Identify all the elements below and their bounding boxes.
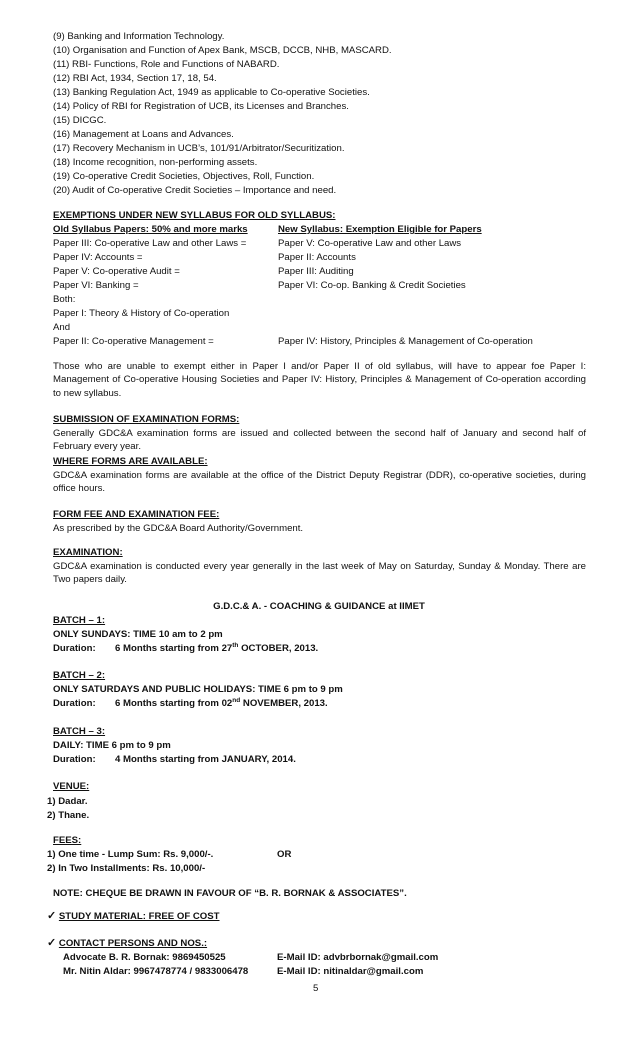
venue-heading: VENUE:: [53, 781, 90, 792]
contact-person: Mr. Nitin Aldar: 9967478774 / 9833006478: [63, 966, 249, 977]
list-item: 1) One time - Lump Sum: Rs. 9,000/-.: [47, 849, 214, 860]
table-row-new: Paper III: Auditing: [278, 266, 354, 277]
fee-text: As prescribed by the GDC&A Board Authority/Government.: [53, 523, 304, 534]
fees-heading: FEES:: [53, 835, 82, 846]
list-item: (15) DICGC.: [53, 115, 107, 126]
list-item: (16) Management at Loans and Advances.: [53, 129, 234, 140]
batch-schedule: DAILY: TIME 6 pm to 9 pm: [53, 740, 171, 751]
contact-email: E-Mail ID: nitinaldar@gmail.com: [277, 966, 424, 977]
study-material-text: STUDY MATERIAL: FREE OF COST: [58, 911, 220, 922]
list-item: (11) RBI- Functions, Role and Functions of NABARD.: [53, 59, 280, 70]
duration-label: Duration:: [53, 754, 96, 765]
coaching-title: G.D.C.& A. - COACHING & GUIDANCE at IIMET: [213, 601, 425, 612]
list-item: (19) Co-operative Credit Societies, Objectives, Roll, Function.: [53, 171, 315, 182]
list-item: (18) Income recognition, non-performing assets.: [53, 157, 258, 168]
submission-text: Generally GDC&A examination forms are issued and collected between the second half of January and second half of February every year.: [53, 428, 586, 453]
where-heading: WHERE FORMS ARE AVAILABLE:: [53, 456, 208, 467]
batch-duration: Duration: 6 Months starting from 27th OCTOBER, 2013.: [53, 641, 319, 654]
examination-text: GDC&A examination is conducted every year generally in the last week of May on Saturday, Sunday & Monday. There are Two papers daily.: [53, 561, 586, 586]
batch-schedule: ONLY SUNDAYS: TIME 10 am to 2 pm: [53, 629, 223, 640]
check-icon: ✓: [47, 937, 57, 949]
study-material: [47, 910, 220, 923]
contact-person: Advocate B. R. Bornak: 9869450525: [63, 952, 226, 963]
table-row-old: Paper I: Theory & History of Co-operation: [53, 308, 230, 319]
list-item: 1) Dadar.: [47, 796, 88, 807]
table-row-new: Paper II: Accounts: [278, 252, 356, 263]
list-item: (20) Audit of Co-operative Credit Societies – Importance and need.: [53, 185, 337, 196]
batch-heading: BATCH – 2:: [53, 670, 106, 681]
table-row-new: Paper IV: History, Principles & Management of Co-operation: [278, 336, 533, 347]
batch-duration: Duration: 6 Months starting from 02nd NOVEMBER, 2013.: [53, 696, 328, 709]
contacts-heading-row: [47, 937, 207, 950]
table-row-old: Paper II: Co-operative Management =: [53, 336, 214, 347]
submission-heading: SUBMISSION OF EXAMINATION FORMS:: [53, 414, 240, 425]
or-label: OR: [277, 849, 292, 860]
table-row-old: Paper III: Co-operative Law and other Laws =: [53, 238, 247, 249]
table-row-old: Paper VI: Banking =: [53, 280, 139, 291]
page-number: 5: [313, 983, 319, 994]
where-text: GDC&A examination forms are available at the office of the District Deputy Registrar (DDR), co-operative societies, during office hours.: [53, 470, 586, 495]
batch-duration: Duration: 4 Months starting from JANUARY, 2014.: [53, 754, 296, 765]
list-item: 2) In Two Installments: Rs. 10,000/-: [47, 863, 206, 874]
examination-heading: EXAMINATION:: [53, 547, 123, 558]
list-item: (17) Recovery Mechanism in UCB’s, 101/91/Arbitrator/Securitization.: [53, 143, 345, 154]
table-row-new: Paper VI: Co-op. Banking & Credit Societies: [278, 280, 466, 291]
table-row-old: Paper V: Co-operative Audit =: [53, 266, 180, 277]
fee-heading: FORM FEE AND EXAMINATION FEE:: [53, 509, 220, 520]
exemption-note: Those who are unable to exempt either in Paper I and/or Paper II of old syllabus, will have to appear foe Paper I: Management of Co-operative Housing Societies and Paper IV: History, Principles & Management of Co-operation according to new syllabus.: [53, 361, 586, 399]
duration-label: Duration:: [53, 643, 96, 654]
list-item: 2) Thane.: [47, 810, 90, 821]
new-syllabus-header: New Syllabus: Exemption Eligible for Papers: [278, 224, 482, 235]
table-row-old: Paper IV: Accounts =: [53, 252, 143, 263]
old-syllabus-header: Old Syllabus Papers: 50% and more marks: [53, 224, 248, 235]
list-item: (10) Organisation and Function of Apex Bank, MSCB, DCCB, NHB, MASCARD.: [53, 45, 392, 56]
list-item: (12) RBI Act, 1934, Section 17, 18, 54.: [53, 73, 217, 84]
table-row-new: Paper V: Co-operative Law and other Laws: [278, 238, 462, 249]
batch-schedule: ONLY SATURDAYS AND PUBLIC HOLIDAYS: TIME 6 pm to 9 pm: [53, 684, 343, 695]
contacts-heading: CONTACT PERSONS AND NOS.:: [58, 938, 208, 949]
exemptions-heading: EXEMPTIONS UNDER NEW SYLLABUS FOR OLD SYLLABUS:: [53, 210, 336, 221]
list-item: (13) Banking Regulation Act, 1949 as applicable to Co-operative Societies.: [53, 87, 370, 98]
cheque-note: NOTE: CHEQUE BE DRAWN IN FAVOUR OF “B. R. BORNAK & ASSOCIATES”.: [53, 888, 407, 899]
contact-email: E-Mail ID: advbrbornak@gmail.com: [277, 952, 439, 963]
check-icon: ✓: [47, 910, 57, 922]
table-row-old: And: [53, 322, 71, 333]
list-item: (14) Policy of RBI for Registration of UCB, its Licenses and Branches.: [53, 101, 349, 112]
batch-heading: BATCH – 3:: [53, 726, 106, 737]
table-row-old: Both:: [53, 294, 76, 305]
duration-label: Duration:: [53, 698, 96, 709]
list-item: (9) Banking and Information Technology.: [53, 31, 225, 42]
batch-heading: BATCH – 1:: [53, 615, 106, 626]
